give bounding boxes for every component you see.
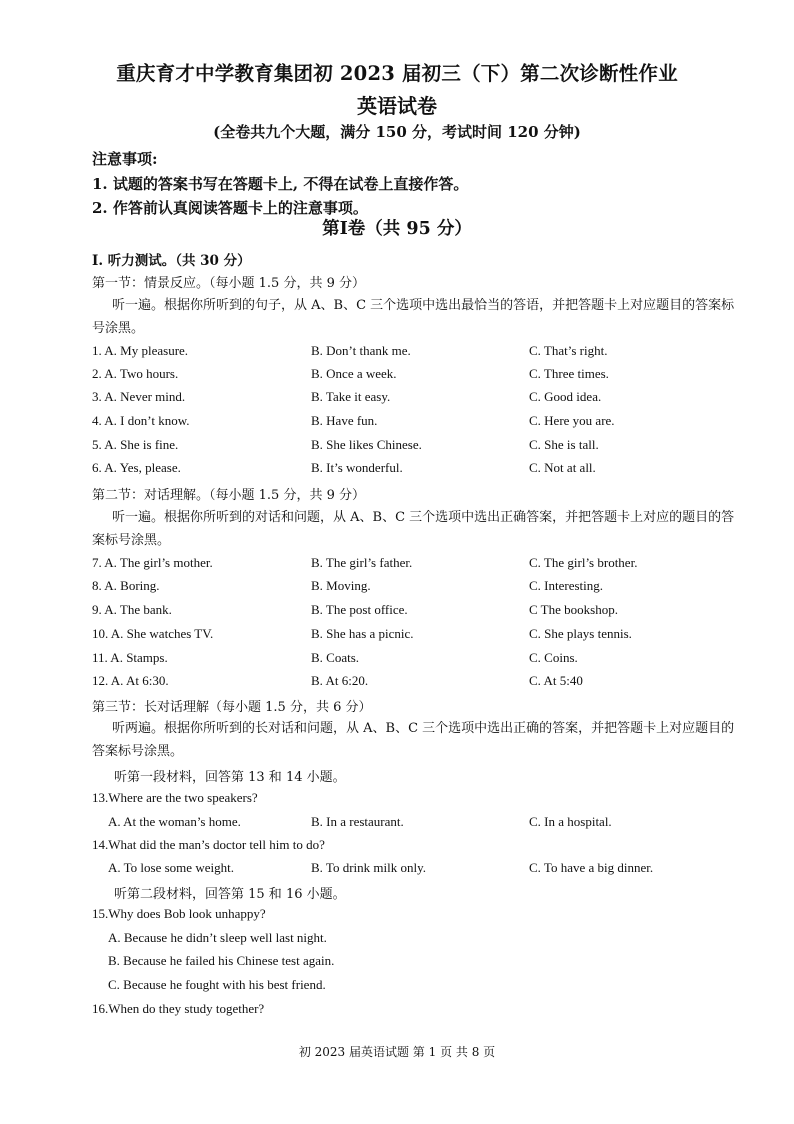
- subsection-title: 第一节：情景反应。（每小题 1.5 分，共 9 分）: [92, 276, 365, 291]
- option-c: C. Good idea.: [529, 389, 602, 404]
- exam-info: (全卷共九个大题，满分 150 分，考试时间 120 分钟): [213, 123, 581, 141]
- option-c: C. To have a big dinner.: [529, 860, 654, 875]
- option-a: 12. A. At 6:30.: [92, 673, 169, 688]
- question-stem: 13.Where are the two speakers?: [92, 790, 258, 805]
- option-a: 1. A. My pleasure.: [92, 343, 189, 358]
- instruction: 听一遍。根据你所听到的句子，从 A、B、C 三个选项中选出最恰当的答语，并把答题卡上对应题目的答案标号涂黑。: [92, 298, 735, 336]
- option-a: 9. A. The bank.: [92, 602, 172, 617]
- notice-item: 1. 试题的答案书写在答题卡上, 不得在试卷上直接作答。: [92, 175, 469, 193]
- exam-title: 重庆育才中学教育集团初 2023 届初三（下）第二次诊断性作业: [116, 62, 678, 85]
- question-row: [0, 343, 794, 365]
- option-b: B. Take it easy.: [311, 389, 391, 404]
- question-row: [0, 460, 794, 482]
- option-a: A. To lose some weight.: [108, 860, 234, 875]
- option-a: 10. A. She watches TV.: [92, 626, 214, 641]
- option-c: C. Three times.: [529, 366, 609, 381]
- question-stem: 14.What did the man’s doctor tell him to do?: [92, 837, 325, 852]
- option-c: C. That’s right.: [529, 343, 608, 358]
- option-c: C. Interesting.: [529, 578, 604, 593]
- option-a: 11. A. Stamps.: [92, 650, 168, 665]
- option-b: B. To drink milk only.: [311, 860, 427, 875]
- question-row: [0, 673, 794, 695]
- question-row: [0, 437, 794, 459]
- section-title: 第Ⅰ卷（共 95 分）: [322, 219, 472, 239]
- instruction: 听一遍。根据你所听到的对话和问题，从 A、B、C 三个选项中选出正确答案，并把答题卡上对应的题目的答案标号涂黑。: [92, 510, 735, 548]
- exam-subtitle: 英语试卷: [357, 94, 437, 118]
- option-c: C. She is tall.: [529, 437, 599, 452]
- option-b: B. At 6:20.: [311, 673, 369, 688]
- option-a: 4. A. I don’t know.: [92, 413, 190, 428]
- page-footer: 初 2023 届英语试题 第 1 页 共 8 页: [298, 1045, 496, 1059]
- option-b: B. The girl’s father.: [311, 555, 413, 570]
- option-b: B. The post office.: [311, 602, 408, 617]
- question-row: [0, 814, 794, 836]
- question-stem: 16.When do they study together?: [92, 1001, 265, 1016]
- option-a: 3. A. Never mind.: [92, 389, 186, 404]
- subsection-title: 第二节：对话理解。（每小题 1.5 分，共 9 分）: [92, 488, 365, 503]
- question-row: [0, 578, 794, 600]
- question-row: [0, 602, 794, 624]
- option-b: B. Coats.: [311, 650, 360, 665]
- option-a: 7. A. The girl’s mother.: [92, 555, 213, 570]
- option-b: B. Have fun.: [311, 413, 378, 428]
- option-c: C. At 5:40: [529, 673, 583, 688]
- option-a: A. Because he didn’t sleep well last night.: [108, 930, 327, 945]
- option-b: B. Don’t thank me.: [311, 343, 411, 358]
- question-row: [0, 413, 794, 435]
- option-b: B. She likes Chinese.: [311, 437, 422, 452]
- instruction: 听两遍。根据你所听到的长对话和问题，从 A、B、C 三个选项中选出正确的答案，并把答题卡上对应题目的答案标号涂黑。: [92, 721, 735, 759]
- option-b: B. In a restaurant.: [311, 814, 404, 829]
- option-c: C. Here you are.: [529, 413, 615, 428]
- option-a: A. At the woman’s home.: [108, 814, 241, 829]
- question-row: [0, 860, 794, 882]
- option-c: C. Coins.: [529, 650, 578, 665]
- notice-item: 2. 作答前认真阅读答题卡上的注意事项。: [92, 199, 368, 217]
- option-c: C. She plays tennis.: [529, 626, 632, 641]
- notice-heading: 注意事项:: [92, 150, 158, 168]
- option-c: C. In a hospital.: [529, 814, 612, 829]
- option-c: C. Because he fought with his best friend.: [108, 977, 326, 992]
- question-row: [0, 389, 794, 411]
- subsection-title: 第三节：长对话理解（每小题 1.5 分，共 6 分）: [92, 700, 372, 715]
- option-b: B. It’s wonderful.: [311, 460, 403, 475]
- option-a: 5. A. She is fine.: [92, 437, 179, 452]
- option-b: B. Because he failed his Chinese test again.: [108, 953, 335, 968]
- question-row: [0, 555, 794, 577]
- option-b: B. Moving.: [311, 578, 371, 593]
- option-a: 6. A. Yes, please.: [92, 460, 181, 475]
- material-note: 听第一段材料，回答第 13 和 14 小题。: [114, 770, 346, 785]
- material-note: 听第二段材料，回答第 15 和 16 小题。: [114, 887, 346, 902]
- question-row: [0, 650, 794, 672]
- option-c: C. Not at all.: [529, 460, 596, 475]
- option-b: B. She has a picnic.: [311, 626, 414, 641]
- question-row: [0, 626, 794, 648]
- option-c: C. The girl’s brother.: [529, 555, 638, 570]
- option-b: B. Once a week.: [311, 366, 397, 381]
- option-a: 8. A. Boring.: [92, 578, 160, 593]
- question-stem: 15.Why does Bob look unhappy?: [92, 906, 266, 921]
- option-c: C The bookshop.: [529, 602, 618, 617]
- question-row: [0, 366, 794, 388]
- part-title: I. 听力测试。（共 30 分）: [92, 253, 251, 269]
- option-a: 2. A. Two hours.: [92, 366, 179, 381]
